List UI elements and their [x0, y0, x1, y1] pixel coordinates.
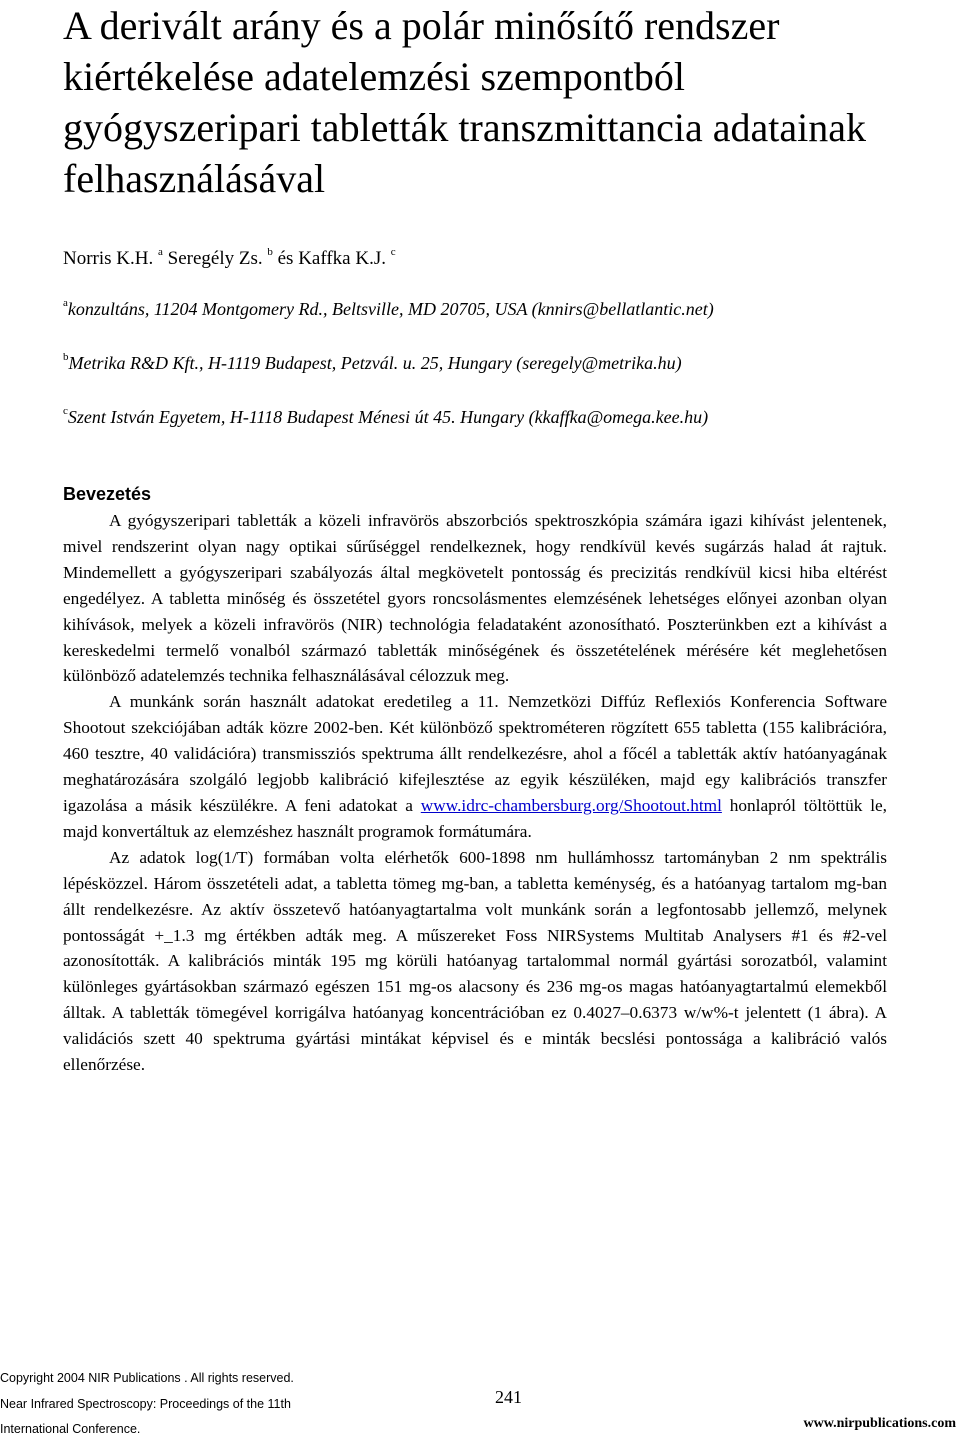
author-2-affil-marker: b	[267, 246, 273, 258]
footer-copyright: Copyright 2004 NIR Publications . All rights reserved.	[0, 1371, 294, 1385]
affiliation-marker: c	[63, 405, 68, 417]
paragraph-2: A munkánk során használt adatokat eredetileg a 11. Nemzetközi Diffúz Reflexiós Konferencia Software Shootout szekciójában adták közre 2002-ben. Két különböző spektrométeren rögzített 655 tabletta (155 kalibrációra, 460 tesztre, 40 validációra) transmissziós spektruma állt rendelkezésre, ahol a főcél a tabletták aktív hatóanyagának meghatározására szolgáló legjobb kalibráció kifejlesztése az egyik készüléken, majd egy kalibrációs transzfer igazolása a másik készülékre. A feni adatokat a www.idrc-chambersburg.org/Shootout.html honlapról töltöttük le, majd konvertáltuk az elemzéshez használt programok formátumára.	[63, 692, 887, 841]
footer-website[interactable]: www.nirpublications.com	[803, 1416, 956, 1431]
author-2: Seregély Zs.	[167, 248, 263, 269]
affiliation-text: Szent István Egyetem, H-1118 Budapest Ménesi út 45. Hungary (kkaffka@omega.kee.hu)	[67, 407, 709, 427]
author-1-affil-marker: a	[158, 246, 163, 258]
paragraph-3: Az adatok log(1/T) formában volta elérhetők 600-1898 nm hullámhossz tartományban 2 nm spektrális lépésközzel. Három összetételi adat, a tabletta tömeg mg-ban, a tabletta keménység, és a hatóanyag tartalom mg-ban állt rendelkezésre. Az aktív összetevő hatóanyagtartalma volt munkánk során a legfontosabb jellemző, melynek pontosságát +_1.3 mg értékben adták meg. A műszereket Foss NIRSystems Multitab Analysers #1 és #2-vel azonosították. A kalibrációs minták 195 mg körüli hatóanyag tartalommal normál gyártási sorozatból, valamint különleges gyártásokban származó egészen 151 mg-os alacsony és 236 mg-os magas hatóanyagtartalmú elemekből álltak. A tabletták tömegével korrigálva hatóanyag koncentrációban ez 0.4027–0.6373 w/w%-t jelentett (1 ábra). A validációs szett 40 spektruma gyártási mintákat képvisel és e minták becslési pontossága a kalibráció valós ellenőrzése.	[63, 847, 887, 1075]
author-1: Norris K.H.	[63, 248, 154, 269]
affiliation-text: Metrika R&D Kft., H-1119 Budapest, Petzvál. u. 25, Hungary (seregely@metrika.hu)	[68, 353, 682, 373]
affiliation-c	[63, 406, 708, 428]
affiliation-text: konzultáns, 11204 Montgomery Rd., Beltsville, MD 20705, USA (knnirs@bellatlantic.net)	[67, 299, 714, 319]
affiliation-marker: b	[63, 351, 69, 363]
footer-conference: International Conference.	[0, 1422, 141, 1436]
section-heading: Bevezetés	[63, 484, 152, 504]
paragraph-1: A gyógyszeripari tabletták a közeli infravörös abszorbciós spektroszkópia számára igazi kihívást jelentenek, mivel rendszerint olyan nagy optikai sűrűséggel rendelkeznek, hogy rendkívül kevés sugárzás halad át rajtuk. Mindemellett a gyógyszeripari szabályozás által megkövetelt pontosság és precizitás rendkívül kicsi hiba eltérést engedélyez. A tabletta minőség és összetétel gyors roncsolásmentes elemzésének lehetséges előnyei azonban olyan kihívások, melyek a közeli infravörös (NIR) technológia feladataként azonosítható. Poszterünkben ezt a kihívást a kereskedelmi termelő vonalból származó tabletták minőségének és összetételének mérésére két meglehetősen különböző adatelemzés technika felhasználásával célozzuk meg.	[63, 511, 887, 686]
author-3: és Kaffka K.J.	[277, 248, 386, 269]
footer-proceedings: Near Infrared Spectroscopy: Proceedings of the 11th	[0, 1397, 291, 1411]
affiliation-b	[63, 352, 682, 374]
shootout-link[interactable]: www.idrc-chambersburg.org/Shootout.html	[420, 795, 722, 815]
affiliation-marker: a	[63, 297, 68, 309]
author-3-affil-marker: c	[390, 246, 396, 258]
body-text	[63, 508, 887, 1078]
affiliation-a	[63, 298, 714, 320]
paper-title: A derivált arány és a polár minősítő rendszer kiértékelése adatelemzési szempontból gyógyszeripari tabletták transzmittancia adatainak felhasználásával	[63, 3, 866, 201]
page-number: 241	[495, 1387, 522, 1407]
author-line	[63, 247, 396, 271]
